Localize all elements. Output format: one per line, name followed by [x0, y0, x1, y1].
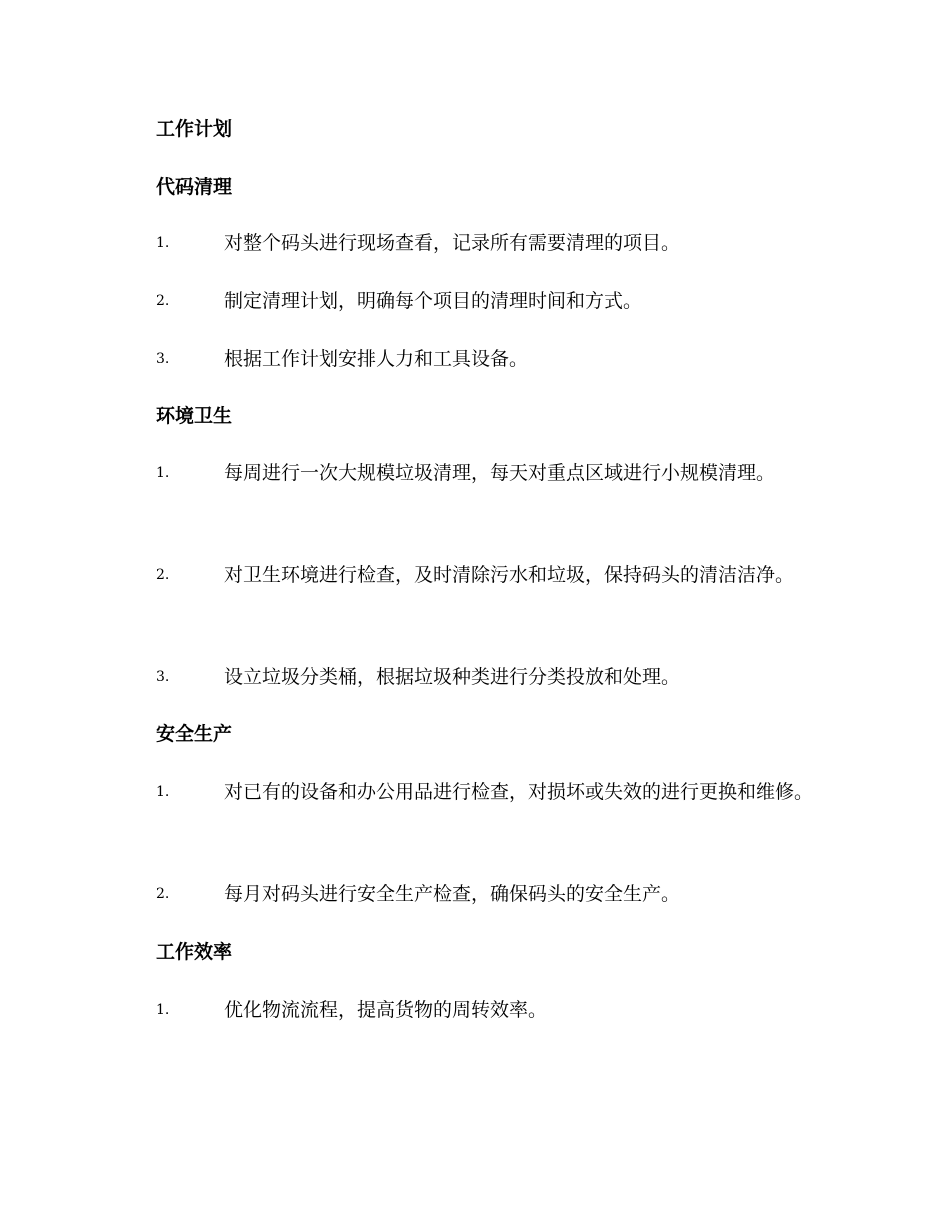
list-item: [112, 337, 837, 382]
list-item: [112, 553, 837, 598]
list-item-text: 对卫生环境进行检查，及时清除污水和垃圾，保持码头的清洁洁净。: [224, 564, 795, 586]
section-heading-work-efficiency: 工作效率: [156, 941, 233, 963]
list-item-number: 3.: [156, 669, 170, 685]
document-title: 工作计划: [156, 118, 233, 140]
list-item-number: 1.: [156, 784, 170, 800]
list-item: [112, 279, 837, 324]
list-item-text: 对整个码头进行现场查看，记录所有需要清理的项目。: [224, 232, 681, 254]
list-item-text: 设立垃圾分类桶，根据垃圾种类进行分类投放和处理。: [224, 666, 681, 688]
list-item: [112, 988, 837, 1033]
list-item-number: 2.: [156, 886, 170, 902]
list-item: [112, 451, 837, 496]
list-item: [112, 221, 837, 266]
list-item: [112, 872, 837, 917]
list-item-text: 根据工作计划安排人力和工具设备。: [224, 348, 529, 370]
section-heading-code-cleanup: 代码清理: [156, 176, 233, 198]
list-item-text: 每月对码头进行安全生产检查，确保码头的安全生产。: [224, 883, 681, 905]
list-item-number: 1.: [156, 1002, 170, 1018]
list-item-number: 2.: [156, 293, 170, 309]
list-item-number: 1.: [156, 465, 170, 481]
list-item-number: 2.: [156, 567, 170, 583]
section-heading-safe-production: 安全生产: [156, 723, 233, 745]
list-item: [112, 770, 837, 815]
list-item-text: 制定清理计划，明确每个项目的清理时间和方式。: [224, 290, 643, 312]
list-item: [112, 655, 837, 700]
list-item-text: 对已有的设备和办公用品进行检查，对损坏或失效的进行更换和维修。: [224, 781, 814, 803]
section-heading-environment-hygiene: 环境卫生: [156, 405, 233, 427]
list-item-text: 优化物流流程，提高货物的周转效率。: [224, 999, 548, 1021]
list-item-text: 每周进行一次大规模垃圾清理，每天对重点区域进行小规模清理。: [224, 462, 776, 484]
list-item-number: 3.: [156, 351, 170, 367]
list-item-number: 1.: [156, 235, 170, 251]
